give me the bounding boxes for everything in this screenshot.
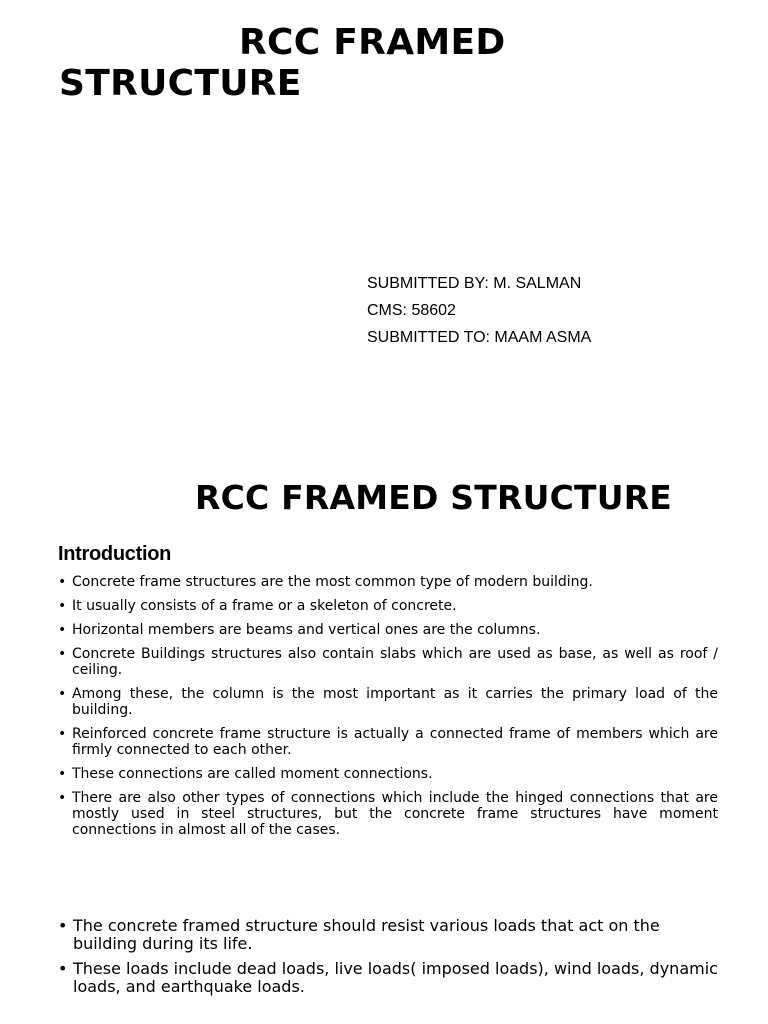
section-title: RCC FRAMED STRUCTURE — [195, 478, 673, 517]
bullet-icon: • — [58, 766, 67, 782]
list-item — [58, 960, 718, 995]
submitted-by: SUBMITTED BY: M. SALMAN — [367, 275, 582, 292]
list-item — [58, 646, 718, 678]
bullet-icon: • — [58, 686, 67, 702]
bullet-icon: • — [58, 916, 68, 935]
bullet-icon: • — [58, 646, 67, 662]
list-item — [58, 917, 718, 952]
list-item — [58, 622, 718, 638]
list-item — [58, 790, 718, 838]
bullet-text: The concrete framed structure should resist various loads that act on the building during its life. — [73, 916, 660, 953]
bullet-text: Reinforced concrete frame structure is actually a connected frame of members which are firmly connected to each other. — [72, 726, 718, 758]
bullet-icon: • — [58, 574, 67, 590]
cover-title-line-2: STRUCTURE — [59, 63, 302, 104]
loads-bullet-list — [58, 917, 718, 1003]
introduction-bullet-list — [58, 574, 718, 846]
bullet-icon: • — [58, 598, 67, 614]
list-item — [58, 686, 718, 718]
list-item — [58, 766, 718, 782]
list-item — [58, 726, 718, 758]
bullet-text: These connections are called moment connections. — [72, 766, 433, 782]
bullet-text: Concrete Buildings structures also contain slabs which are used as base, as well as roof / ceiling. — [72, 646, 718, 678]
list-item — [58, 574, 718, 590]
bullet-text: It usually consists of a frame or a skeleton of concrete. — [72, 598, 457, 614]
list-item — [58, 598, 718, 614]
bullet-text: Among these, the column is the most important as it carries the primary load of the building. — [72, 686, 718, 718]
bullet-icon: • — [58, 790, 67, 806]
introduction-heading: Introduction — [58, 543, 172, 565]
cover-title — [59, 22, 579, 104]
submitted-to: SUBMITTED TO: MAAM ASMA — [367, 329, 592, 346]
bullet-text: These loads include dead loads, live loads( imposed loads), wind loads, dynamic loads, and earthquake loads. — [73, 959, 718, 996]
bullet-text: Concrete frame structures are the most common type of modern building. — [72, 574, 593, 590]
cms-number: CMS: 58602 — [367, 302, 456, 319]
bullet-icon: • — [58, 959, 68, 978]
cover-title-line-1: RCC FRAMED — [239, 22, 506, 63]
bullet-text: There are also other types of connections which include the hinged connections that are mostly used in steel structures, but the concrete frame structures have moment connections in almost all of the cases. — [72, 790, 718, 838]
submission-details — [367, 270, 591, 351]
bullet-icon: • — [58, 622, 67, 638]
bullet-icon: • — [58, 726, 67, 742]
bullet-text: Horizontal members are beams and vertical ones are the columns. — [72, 622, 541, 638]
